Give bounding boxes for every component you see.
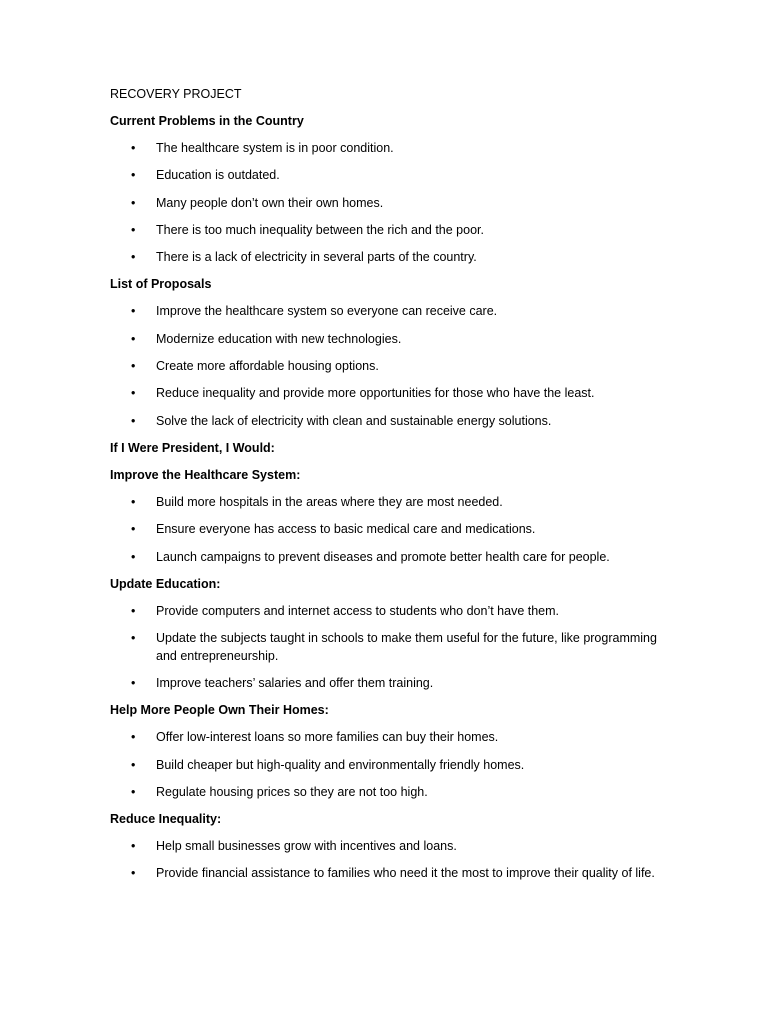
list-item: • Create more affordable housing options. bbox=[110, 358, 668, 376]
bullet-list-education bbox=[110, 603, 668, 693]
section-heading-current-problems: Current Problems in the Country bbox=[110, 114, 304, 128]
list-item: • There is too much inequality between the rich and the poor. bbox=[110, 222, 668, 240]
section-heading-inequality: Reduce Inequality: bbox=[110, 812, 222, 827]
list-item: • Many people don’t own their own homes. bbox=[110, 195, 668, 213]
bullet-list-healthcare bbox=[110, 494, 668, 566]
list-item: • Improve teachers’ salaries and offer them training. bbox=[110, 675, 668, 693]
section-heading-list-of-proposals: List of Proposals bbox=[110, 277, 212, 292]
list-item: • Offer low-interest loans so more families can buy their homes. bbox=[110, 729, 668, 747]
section-heading-homes: Help More People Own Their Homes: bbox=[110, 703, 329, 718]
list-item: • The healthcare system is in poor condition. bbox=[110, 140, 668, 158]
list-item: • Ensure everyone has access to basic medical care and medications. bbox=[110, 521, 668, 539]
bullet-list-current-problems bbox=[110, 140, 668, 267]
section-heading-education: Update Education: bbox=[110, 576, 221, 591]
list-item: • Modernize education with new technologies. bbox=[110, 331, 668, 349]
list-item: • Education is outdated. bbox=[110, 167, 668, 185]
list-item: • Help small businesses grow with incentives and loans. bbox=[110, 838, 668, 856]
list-item: • Provide financial assistance to families who need it the most to improve their quality of life. bbox=[110, 865, 668, 883]
document-title: RECOVERY PROJECT bbox=[110, 87, 242, 101]
section-heading-healthcare: Improve the Healthcare System: bbox=[110, 467, 301, 482]
section-heading-if-i-were-president: If I Were President, I Would: bbox=[110, 440, 275, 455]
list-item: • Solve the lack of electricity with clean and sustainable energy solutions. bbox=[110, 413, 668, 431]
list-item: • Improve the healthcare system so everyone can receive care. bbox=[110, 303, 668, 321]
list-item: • Regulate housing prices so they are not too high. bbox=[110, 784, 668, 802]
list-item: • Provide computers and internet access to students who don’t have them. bbox=[110, 603, 668, 621]
list-item: • Update the subjects taught in schools to make them useful for the future, like programming and entrepreneurship. bbox=[110, 630, 668, 665]
bullet-list-homes bbox=[110, 729, 668, 801]
list-item: • There is a lack of electricity in several parts of the country. bbox=[110, 249, 668, 267]
list-item: • Build more hospitals in the areas where they are most needed. bbox=[110, 494, 668, 512]
bullet-list-inequality bbox=[110, 838, 668, 883]
list-item: • Build cheaper but high-quality and environmentally friendly homes. bbox=[110, 757, 668, 775]
bullet-list-proposals bbox=[110, 303, 668, 430]
list-item: • Launch campaigns to prevent diseases and promote better health care for people. bbox=[110, 549, 668, 567]
list-item: • Reduce inequality and provide more opportunities for those who have the least. bbox=[110, 385, 668, 403]
